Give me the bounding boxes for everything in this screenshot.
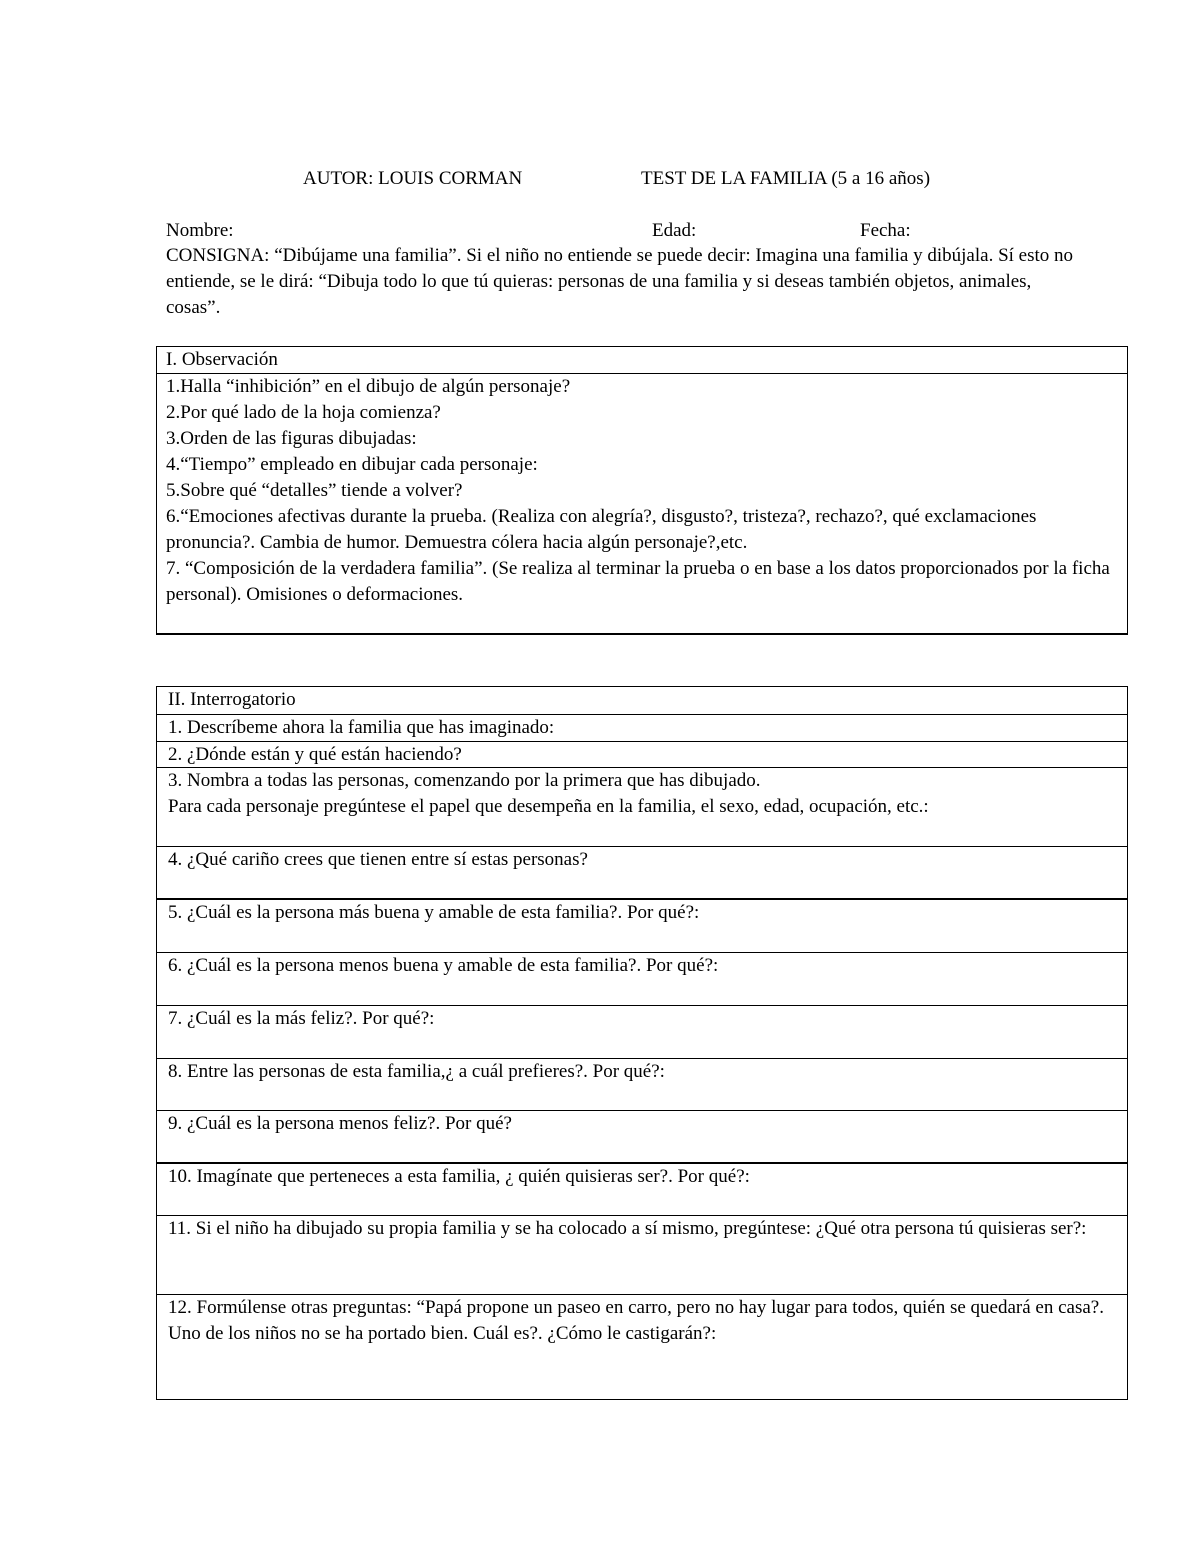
observacion-item: 7. “Composición de la verdadera familia”. (Se realiza al terminar la prueba o en base a los datos proporcionados por la ficha personal). Omisiones o deformaciones. <box>166 558 1110 605</box>
observacion-item: 4.“Tiempo” empleado en dibujar cada personaje: <box>166 454 538 475</box>
observacion-item: 1.Halla “inhibición” en el dibujo de algún personaje? <box>166 376 571 397</box>
fecha-label: Fecha: <box>860 220 911 241</box>
observacion-box <box>156 346 1128 635</box>
observacion-title: I. Observación <box>157 347 1127 374</box>
consigna-paragraph: CONSIGNA: “Dibújame una familia”. Si el niño no entiende se puede decir: Imagina una familia y dibújala. Sí esto no entiende, se le dirá: “Dibuja todo lo que tú quieras: personas de una familia y si deseas también objetos, animales, cosas”. <box>166 245 1074 318</box>
question-9: 9. ¿Cuál es la persona menos feliz?. Por qué? <box>157 1111 1127 1164</box>
question-8: 8. Entre las personas de esta familia,¿ a cuál prefieres?. Por qué?: <box>157 1059 1127 1111</box>
question-3-text: 3. Nombra a todas las personas, comenzando por la primera que has dibujado. <box>168 770 761 791</box>
observacion-item: 3.Orden de las figuras dibujadas: <box>166 428 417 449</box>
question-12: 12. Formúlense otras preguntas: “Papá propone un paseo en carro, pero no hay lugar para todos, quién se quedará en casa?. Uno de los niños no se ha portado bien. Cuál es?. ¿Cómo le castigarán?: <box>168 1297 1104 1344</box>
question-6: 6. ¿Cuál es la persona menos buena y amable de esta familia?. Por qué?: <box>157 953 1127 1006</box>
edad-label: Edad: <box>652 220 697 241</box>
nombre-label: Nombre: <box>166 220 234 241</box>
test-title: TEST DE LA FAMILIA (5 a 16 años) <box>641 168 931 189</box>
question-10: 10. Imagínate que perteneces a esta familia, ¿ quién quisieras ser?. Por qué?: <box>157 1164 1127 1216</box>
observacion-item: 5.Sobre qué “detalles” tiende a volver? <box>166 480 463 501</box>
observacion-list <box>157 374 1127 608</box>
interrogatorio-title: II. Interrogatorio <box>157 687 1127 715</box>
question-2: 2. ¿Dónde están y qué están haciendo? <box>157 742 1127 768</box>
question-4: 4. ¿Qué cariño crees que tienen entre sí estas personas? <box>157 847 1127 900</box>
observacion-item: 2.Por qué lado de la hoja comienza? <box>166 402 441 423</box>
observacion-item: 6.“Emociones afectivas durante la prueba. (Realiza con alegría?, disgusto?, tristeza?, rechazo?, qué exclamaciones pronuncia?. Cambia de humor. Demuestra cólera hacia algún personaje?,etc. <box>166 506 1037 553</box>
interrogatorio-box <box>156 686 1128 1400</box>
author-heading: AUTOR: LOUIS CORMAN <box>303 168 523 189</box>
question-11: 11. Si el niño ha dibujado su propia familia y se ha colocado a sí mismo, pregúntese: ¿Qué otra persona tú quisieras ser?: <box>157 1216 1127 1295</box>
question-5: 5. ¿Cuál es la persona más buena y amable de esta familia?. Por qué?: <box>157 900 1127 953</box>
question-3 <box>157 768 1127 847</box>
question-3-note: Para cada personaje pregúntese el papel que desempeña en la familia, el sexo, edad, ocupación, etc.: <box>168 796 929 817</box>
question-7: 7. ¿Cuál es la más feliz?. Por qué?: <box>157 1006 1127 1059</box>
question-1: 1. Descríbeme ahora la familia que has imaginado: <box>157 715 1127 742</box>
